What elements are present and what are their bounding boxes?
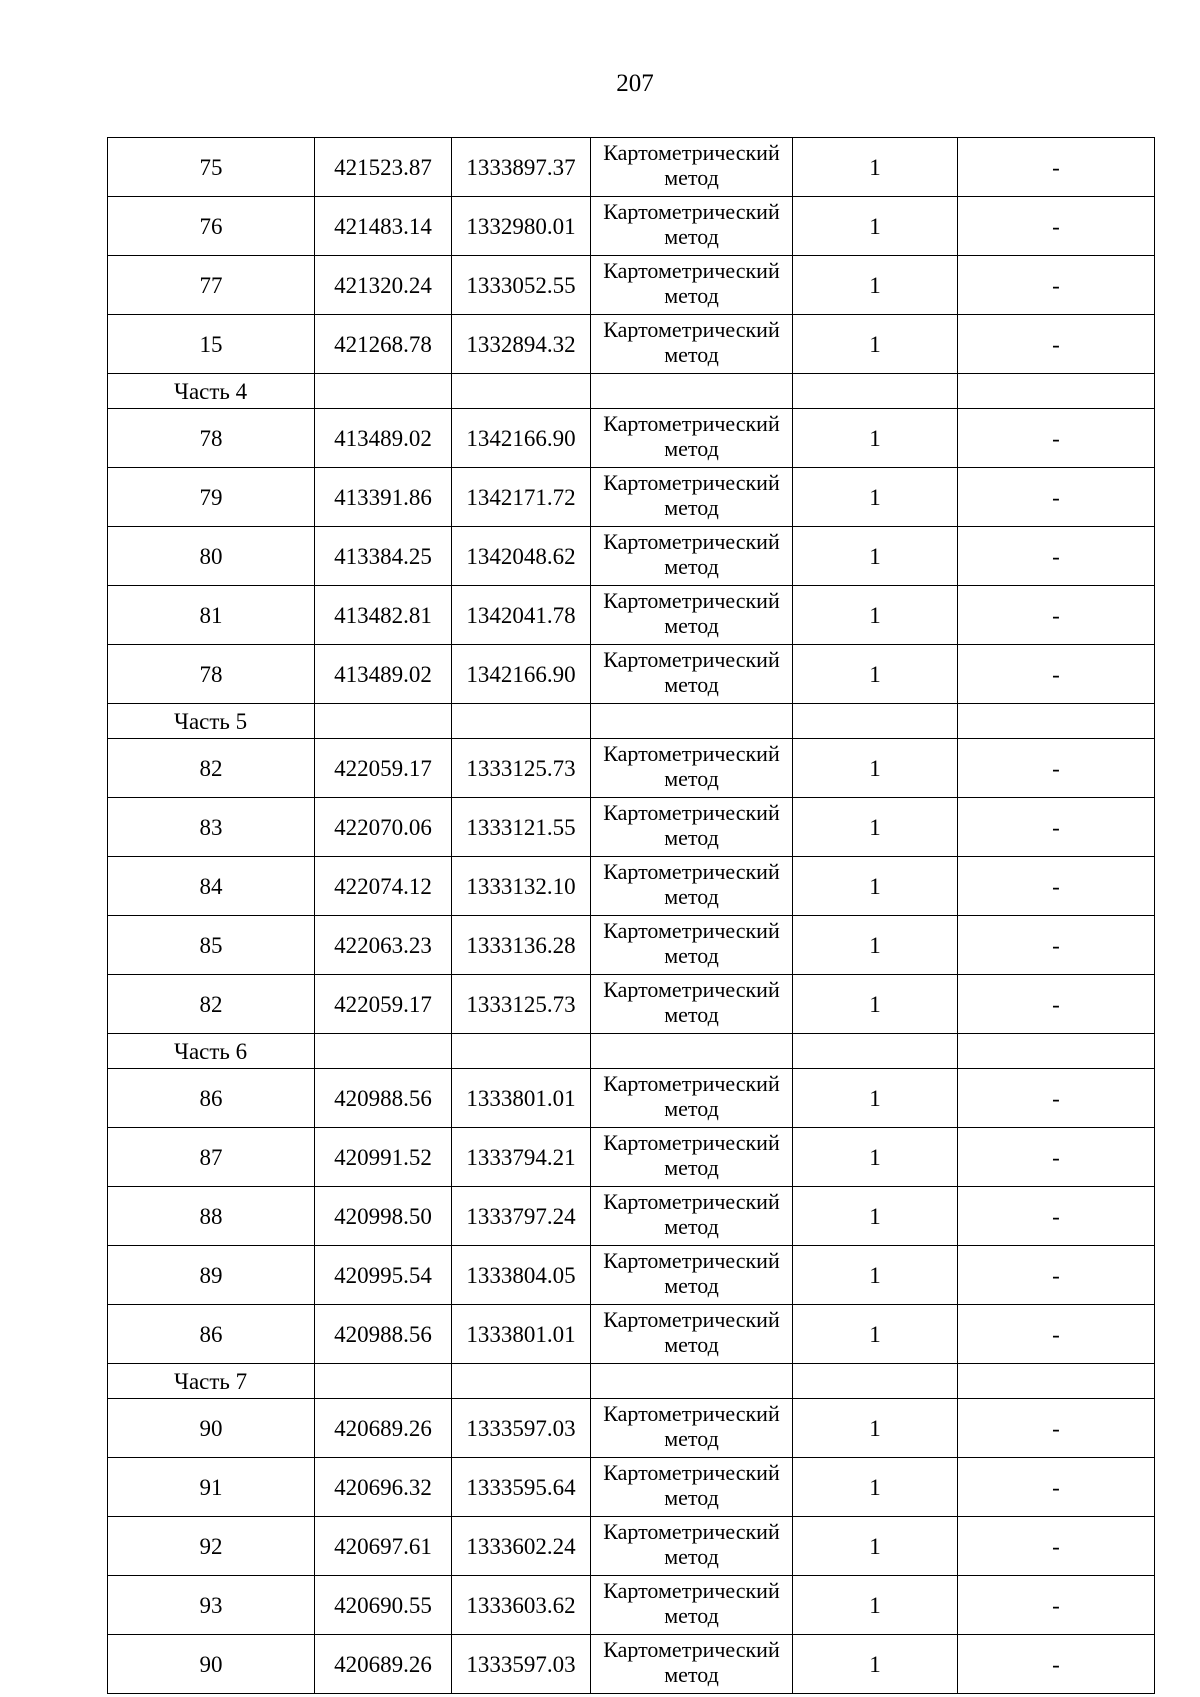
table-row: [108, 1305, 1155, 1364]
method-text: Картометрический: [603, 317, 780, 342]
table-row: [108, 739, 1155, 798]
method-cell: [591, 1576, 793, 1635]
x-coordinate-cell: 413489.02: [315, 645, 452, 704]
accuracy-cell: 1: [793, 468, 958, 527]
table-row: [108, 798, 1155, 857]
method-cell: [591, 586, 793, 645]
method-cell: [591, 798, 793, 857]
y-coordinate-cell: 1333125.73: [452, 975, 591, 1034]
method-cell: [591, 1187, 793, 1246]
note-cell: -: [958, 138, 1155, 197]
point-number-cell: 80: [108, 527, 315, 586]
x-coordinate-cell: 422063.23: [315, 916, 452, 975]
method-cell: [591, 197, 793, 256]
table-row: [108, 197, 1155, 256]
point-number-cell: 15: [108, 315, 315, 374]
method-text: Картометрический: [603, 741, 780, 766]
note-cell: -: [958, 645, 1155, 704]
method-text: Картометрический: [603, 529, 780, 554]
table-row: [108, 1517, 1155, 1576]
method-text: Картометрический: [603, 1071, 780, 1096]
table-row: [108, 586, 1155, 645]
point-number-cell: 75: [108, 138, 315, 197]
empty-cell: [591, 1034, 793, 1069]
part-label: Часть 5: [108, 704, 315, 739]
empty-cell: [958, 704, 1155, 739]
method-cell: [591, 739, 793, 798]
method-text: метод: [664, 1214, 719, 1239]
accuracy-cell: 1: [793, 1517, 958, 1576]
table-row: [108, 138, 1155, 197]
method-text: Картометрический: [603, 1130, 780, 1155]
y-coordinate-cell: 1333602.24: [452, 1517, 591, 1576]
method-text: Картометрический: [603, 800, 780, 825]
y-coordinate-cell: 1333794.21: [452, 1128, 591, 1187]
table-row: [108, 1128, 1155, 1187]
empty-cell: [452, 1364, 591, 1399]
y-coordinate-cell: 1333897.37: [452, 138, 591, 197]
y-coordinate-cell: 1333801.01: [452, 1305, 591, 1364]
part-label: Часть 6: [108, 1034, 315, 1069]
method-cell: [591, 1635, 793, 1694]
point-number-cell: 86: [108, 1305, 315, 1364]
method-text: метод: [664, 613, 719, 638]
x-coordinate-cell: 420988.56: [315, 1305, 452, 1364]
note-cell: -: [958, 197, 1155, 256]
coordinates-table: [107, 137, 1155, 1694]
point-number-cell: 89: [108, 1246, 315, 1305]
method-text: Картометрический: [603, 1637, 780, 1662]
accuracy-cell: 1: [793, 197, 958, 256]
table-row: [108, 315, 1155, 374]
x-coordinate-cell: 422074.12: [315, 857, 452, 916]
accuracy-cell: 1: [793, 798, 958, 857]
note-cell: -: [958, 798, 1155, 857]
x-coordinate-cell: 420995.54: [315, 1246, 452, 1305]
point-number-cell: 87: [108, 1128, 315, 1187]
empty-cell: [315, 704, 452, 739]
method-text: Картометрический: [603, 199, 780, 224]
accuracy-cell: 1: [793, 315, 958, 374]
part-label: Часть 4: [108, 374, 315, 409]
accuracy-cell: 1: [793, 527, 958, 586]
method-text: Картометрический: [603, 1401, 780, 1426]
method-text: Картометрический: [603, 588, 780, 613]
method-text: Картометрический: [603, 140, 780, 165]
method-text: Картометрический: [603, 1307, 780, 1332]
method-text: Картометрический: [603, 977, 780, 1002]
y-coordinate-cell: 1333132.10: [452, 857, 591, 916]
x-coordinate-cell: 420696.32: [315, 1458, 452, 1517]
empty-cell: [452, 704, 591, 739]
method-text: метод: [664, 1002, 719, 1027]
method-text: Картометрический: [603, 411, 780, 436]
x-coordinate-cell: 422059.17: [315, 739, 452, 798]
point-number-cell: 82: [108, 975, 315, 1034]
table-row: [108, 527, 1155, 586]
method-text: метод: [664, 825, 719, 850]
note-cell: -: [958, 1069, 1155, 1128]
point-number-cell: 82: [108, 739, 315, 798]
note-cell: -: [958, 586, 1155, 645]
note-cell: -: [958, 975, 1155, 1034]
table-body: [108, 138, 1155, 1694]
method-text: метод: [664, 1096, 719, 1121]
method-text: метод: [664, 495, 719, 520]
method-text: метод: [664, 1273, 719, 1298]
y-coordinate-cell: 1342048.62: [452, 527, 591, 586]
note-cell: -: [958, 256, 1155, 315]
x-coordinate-cell: 413482.81: [315, 586, 452, 645]
note-cell: -: [958, 1399, 1155, 1458]
method-cell: [591, 315, 793, 374]
method-cell: [591, 1399, 793, 1458]
method-text: Картометрический: [603, 647, 780, 672]
method-text: Картометрический: [603, 1460, 780, 1485]
method-text: метод: [664, 1426, 719, 1451]
y-coordinate-cell: 1333797.24: [452, 1187, 591, 1246]
note-cell: -: [958, 916, 1155, 975]
method-cell: [591, 857, 793, 916]
y-coordinate-cell: 1332980.01: [452, 197, 591, 256]
accuracy-cell: 1: [793, 1128, 958, 1187]
y-coordinate-cell: 1333603.62: [452, 1576, 591, 1635]
point-number-cell: 76: [108, 197, 315, 256]
point-number-cell: 81: [108, 586, 315, 645]
note-cell: -: [958, 1635, 1155, 1694]
method-text: метод: [664, 165, 719, 190]
method-text: метод: [664, 554, 719, 579]
method-cell: [591, 527, 793, 586]
method-text: метод: [664, 1662, 719, 1687]
empty-cell: [793, 704, 958, 739]
part-header-row: [108, 1034, 1155, 1069]
point-number-cell: 79: [108, 468, 315, 527]
method-cell: [591, 409, 793, 468]
accuracy-cell: 1: [793, 1458, 958, 1517]
accuracy-cell: 1: [793, 1187, 958, 1246]
point-number-cell: 84: [108, 857, 315, 916]
table-row: [108, 1576, 1155, 1635]
empty-cell: [793, 1364, 958, 1399]
note-cell: -: [958, 1576, 1155, 1635]
method-cell: [591, 256, 793, 315]
point-number-cell: 78: [108, 409, 315, 468]
accuracy-cell: 1: [793, 1635, 958, 1694]
accuracy-cell: 1: [793, 1069, 958, 1128]
method-text: Картометрический: [603, 918, 780, 943]
empty-cell: [591, 374, 793, 409]
y-coordinate-cell: 1333052.55: [452, 256, 591, 315]
method-cell: [591, 645, 793, 704]
y-coordinate-cell: 1342166.90: [452, 645, 591, 704]
method-cell: [591, 468, 793, 527]
part-header-row: [108, 374, 1155, 409]
method-text: метод: [664, 1485, 719, 1510]
x-coordinate-cell: 413384.25: [315, 527, 452, 586]
x-coordinate-cell: 420988.56: [315, 1069, 452, 1128]
method-text: метод: [664, 943, 719, 968]
note-cell: -: [958, 1128, 1155, 1187]
method-text: метод: [664, 283, 719, 308]
accuracy-cell: 1: [793, 256, 958, 315]
y-coordinate-cell: 1333121.55: [452, 798, 591, 857]
accuracy-cell: 1: [793, 409, 958, 468]
y-coordinate-cell: 1342171.72: [452, 468, 591, 527]
method-cell: [591, 916, 793, 975]
point-number-cell: 83: [108, 798, 315, 857]
table-row: [108, 1069, 1155, 1128]
note-cell: -: [958, 409, 1155, 468]
y-coordinate-cell: 1333597.03: [452, 1635, 591, 1694]
method-cell: [591, 1128, 793, 1187]
table-row: [108, 1246, 1155, 1305]
point-number-cell: 77: [108, 256, 315, 315]
table-row: [108, 409, 1155, 468]
empty-cell: [452, 374, 591, 409]
point-number-cell: 90: [108, 1635, 315, 1694]
accuracy-cell: 1: [793, 645, 958, 704]
method-cell: [591, 1305, 793, 1364]
empty-cell: [591, 704, 793, 739]
x-coordinate-cell: 421268.78: [315, 315, 452, 374]
x-coordinate-cell: 421320.24: [315, 256, 452, 315]
note-cell: -: [958, 527, 1155, 586]
y-coordinate-cell: 1332894.32: [452, 315, 591, 374]
table-row: [108, 645, 1155, 704]
note-cell: -: [958, 1305, 1155, 1364]
empty-cell: [452, 1034, 591, 1069]
point-number-cell: 85: [108, 916, 315, 975]
y-coordinate-cell: 1333804.05: [452, 1246, 591, 1305]
empty-cell: [793, 374, 958, 409]
method-text: Картометрический: [603, 1248, 780, 1273]
table-row: [108, 1187, 1155, 1246]
note-cell: -: [958, 1458, 1155, 1517]
part-header-row: [108, 704, 1155, 739]
note-cell: -: [958, 1517, 1155, 1576]
x-coordinate-cell: 420689.26: [315, 1399, 452, 1458]
empty-cell: [958, 1034, 1155, 1069]
note-cell: -: [958, 1246, 1155, 1305]
point-number-cell: 90: [108, 1399, 315, 1458]
y-coordinate-cell: 1333125.73: [452, 739, 591, 798]
point-number-cell: 92: [108, 1517, 315, 1576]
point-number-cell: 88: [108, 1187, 315, 1246]
x-coordinate-cell: 420991.52: [315, 1128, 452, 1187]
note-cell: -: [958, 857, 1155, 916]
empty-cell: [793, 1034, 958, 1069]
point-number-cell: 91: [108, 1458, 315, 1517]
x-coordinate-cell: 422059.17: [315, 975, 452, 1034]
x-coordinate-cell: 422070.06: [315, 798, 452, 857]
accuracy-cell: 1: [793, 975, 958, 1034]
point-number-cell: 86: [108, 1069, 315, 1128]
note-cell: -: [958, 315, 1155, 374]
table-row: [108, 468, 1155, 527]
method-text: метод: [664, 766, 719, 791]
x-coordinate-cell: 420998.50: [315, 1187, 452, 1246]
y-coordinate-cell: 1342166.90: [452, 409, 591, 468]
method-text: метод: [664, 1603, 719, 1628]
point-number-cell: 78: [108, 645, 315, 704]
accuracy-cell: 1: [793, 916, 958, 975]
method-text: метод: [664, 342, 719, 367]
empty-cell: [315, 374, 452, 409]
method-text: Картометрический: [603, 1189, 780, 1214]
method-text: метод: [664, 1332, 719, 1357]
empty-cell: [315, 1364, 452, 1399]
table-row: [108, 916, 1155, 975]
y-coordinate-cell: 1333136.28: [452, 916, 591, 975]
table-row: [108, 1458, 1155, 1517]
table-row: [108, 975, 1155, 1034]
table-row: [108, 1399, 1155, 1458]
x-coordinate-cell: 413489.02: [315, 409, 452, 468]
accuracy-cell: 1: [793, 1399, 958, 1458]
x-coordinate-cell: 420697.61: [315, 1517, 452, 1576]
y-coordinate-cell: 1342041.78: [452, 586, 591, 645]
method-text: метод: [664, 884, 719, 909]
note-cell: -: [958, 1187, 1155, 1246]
x-coordinate-cell: 413391.86: [315, 468, 452, 527]
part-label: Часть 7: [108, 1364, 315, 1399]
method-text: метод: [664, 672, 719, 697]
note-cell: -: [958, 739, 1155, 798]
note-cell: -: [958, 468, 1155, 527]
accuracy-cell: 1: [793, 586, 958, 645]
empty-cell: [315, 1034, 452, 1069]
y-coordinate-cell: 1333597.03: [452, 1399, 591, 1458]
method-cell: [591, 1246, 793, 1305]
x-coordinate-cell: 420690.55: [315, 1576, 452, 1635]
point-number-cell: 93: [108, 1576, 315, 1635]
method-text: метод: [664, 224, 719, 249]
table-row: [108, 256, 1155, 315]
x-coordinate-cell: 420689.26: [315, 1635, 452, 1694]
method-cell: [591, 975, 793, 1034]
accuracy-cell: 1: [793, 857, 958, 916]
x-coordinate-cell: 421523.87: [315, 138, 452, 197]
method-text: метод: [664, 1544, 719, 1569]
empty-cell: [591, 1364, 793, 1399]
method-text: метод: [664, 1155, 719, 1180]
method-text: Картометрический: [603, 859, 780, 884]
method-text: Картометрический: [603, 470, 780, 495]
accuracy-cell: 1: [793, 1576, 958, 1635]
method-cell: [591, 1517, 793, 1576]
accuracy-cell: 1: [793, 138, 958, 197]
method-text: метод: [664, 436, 719, 461]
empty-cell: [958, 374, 1155, 409]
accuracy-cell: 1: [793, 739, 958, 798]
method-text: Картометрический: [603, 1578, 780, 1603]
method-cell: [591, 1069, 793, 1128]
method-text: Картометрический: [603, 258, 780, 283]
page-number: 207: [616, 70, 654, 97]
x-coordinate-cell: 421483.14: [315, 197, 452, 256]
accuracy-cell: 1: [793, 1246, 958, 1305]
y-coordinate-cell: 1333595.64: [452, 1458, 591, 1517]
table-row: [108, 1635, 1155, 1694]
method-cell: [591, 1458, 793, 1517]
y-coordinate-cell: 1333801.01: [452, 1069, 591, 1128]
accuracy-cell: 1: [793, 1305, 958, 1364]
method-text: Картометрический: [603, 1519, 780, 1544]
part-header-row: [108, 1364, 1155, 1399]
method-cell: [591, 138, 793, 197]
table-row: [108, 857, 1155, 916]
empty-cell: [958, 1364, 1155, 1399]
